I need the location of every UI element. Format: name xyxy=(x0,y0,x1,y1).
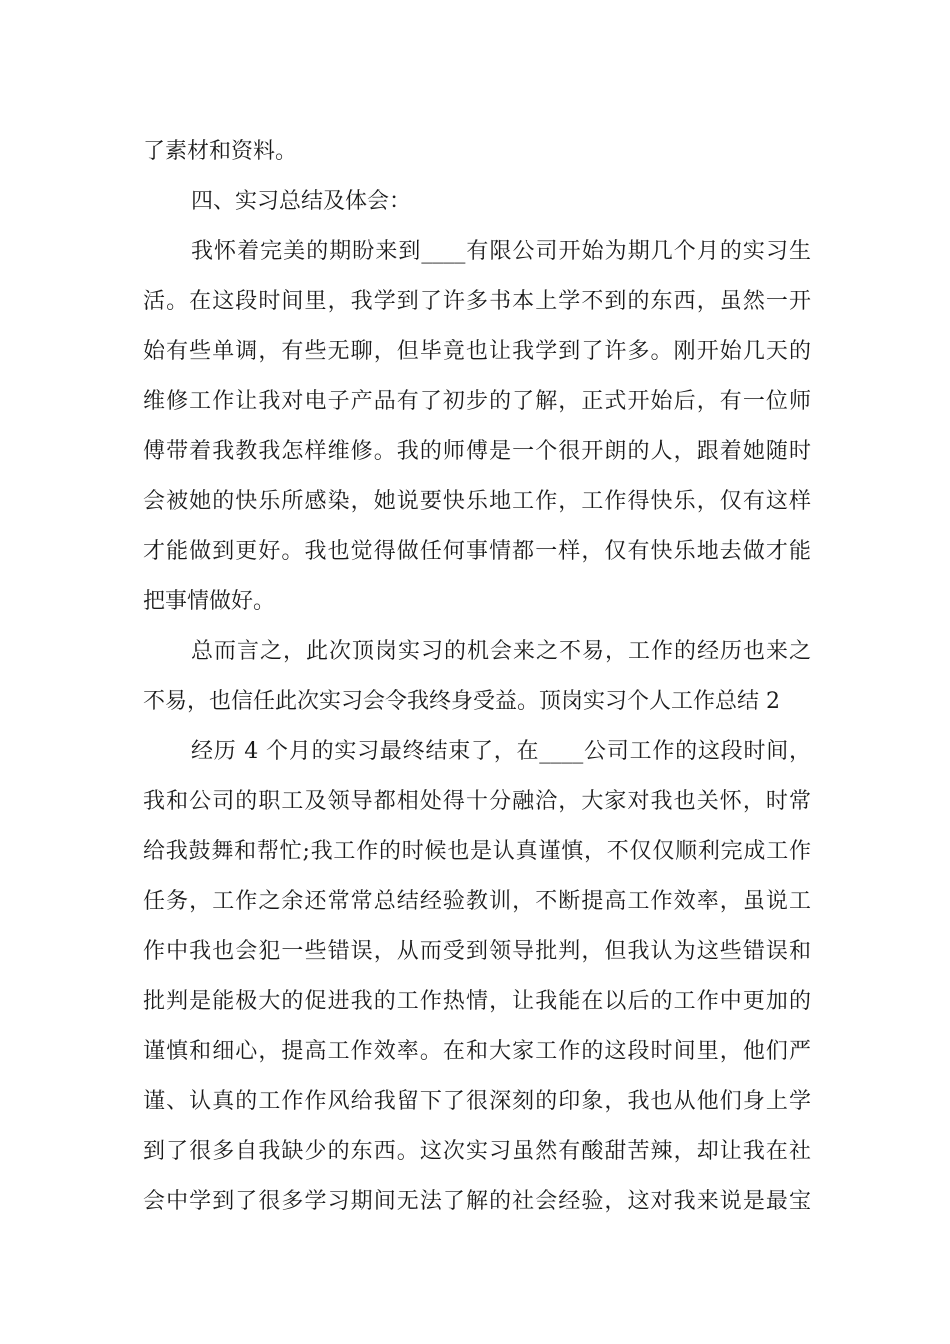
text-line: 任务，工作之余还常常总结经验教训，不断提高工作效率，虽说工 xyxy=(143,889,811,914)
text-line: 我和公司的职工及领导都相处得十分融洽，大家对我也关怀，时常 xyxy=(143,789,811,814)
text-line: 会中学到了很多学习期间无法了解的社会经验，这对我来说是最宝 xyxy=(143,1189,811,1214)
text-line: 经历 4 个月的实习最终结束了，在____公司工作的这段时间， xyxy=(191,739,811,764)
text-line: 给我鼓舞和帮忙;我工作的时候也是认真谨慎，不仅仅顺利完成工作 xyxy=(143,839,811,864)
text-line: 谨、认真的工作作风给我留下了很深刻的印象，我也从他们身上学 xyxy=(143,1089,811,1114)
text-line: 批判是能极大的促进我的工作热情，让我能在以后的工作中更加的 xyxy=(143,989,811,1014)
section-heading: 四、实习总结及体会： xyxy=(191,189,412,214)
text-line: 才能做到更好。我也觉得做任何事情都一样，仅有快乐地去做才能 xyxy=(143,539,811,564)
text-line: 始有些单调，有些无聊，但毕竟也让我学到了许多。刚开始几天的 xyxy=(143,339,811,364)
text-line: 谨慎和细心，提高工作效率。在和大家工作的这段时间里，他们严 xyxy=(143,1039,811,1064)
text-line: 不易，也信任此次实习会令我终身受益。顶岗实习个人工作总结 2 xyxy=(143,689,780,714)
text-line: 傅带着我教我怎样维修。我的师傅是一个很开朗的人，跟着她随时 xyxy=(143,439,811,464)
text-line: 到了很多自我缺少的东西。这次实习虽然有酸甜苦辣，却让我在社 xyxy=(143,1139,811,1164)
text-line: 维修工作让我对电子产品有了初步的了解，正式开始后，有一位师 xyxy=(143,389,811,414)
text-line: 把事情做好。 xyxy=(143,589,276,614)
text-line: 总而言之，此次顶岗实习的机会来之不易，工作的经历也来之 xyxy=(191,639,811,664)
text-line: 会被她的快乐所感染，她说要快乐地工作，工作得快乐，仅有这样 xyxy=(143,489,811,514)
text-line: 了素材和资料。 xyxy=(143,139,298,164)
text-line: 作中我也会犯一些错误，从而受到领导批判，但我认为这些错误和 xyxy=(143,939,811,964)
text-line: 我怀着完美的期盼来到____有限公司开始为期几个月的实习生 xyxy=(191,239,811,264)
text-line: 活。在这段时间里，我学到了许多书本上学不到的东西，虽然一开 xyxy=(143,289,811,314)
